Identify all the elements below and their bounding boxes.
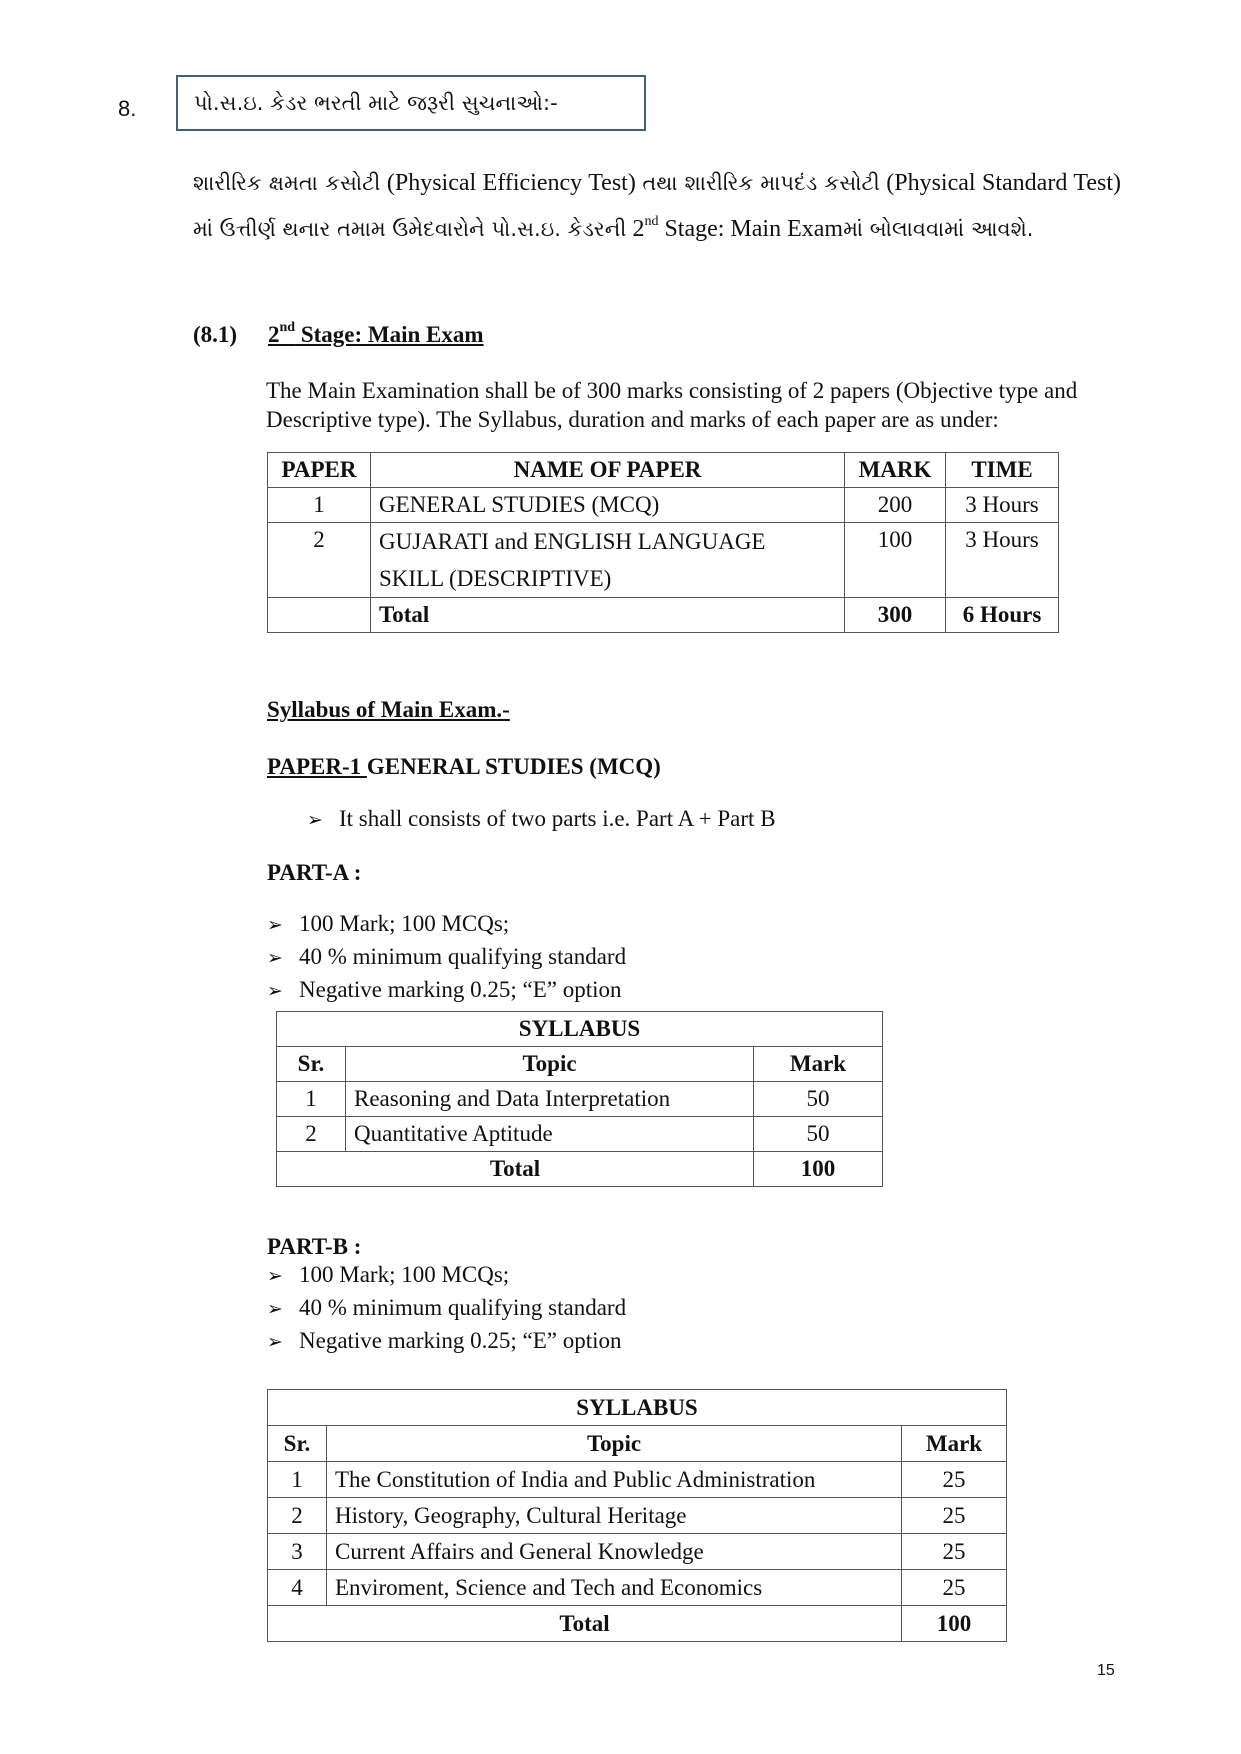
total-label: Total	[277, 1152, 754, 1187]
intro-gujarati-3: માં ઉત્તીર્ણ થનાર તમામ ઉમેદવારોને પો.સ.ઇ. કેડરની	[193, 217, 627, 241]
part-a-syllabus-table	[276, 1011, 883, 1187]
subsection-title	[268, 322, 484, 348]
intro-stage-number: 2	[626, 216, 645, 242]
arrow-bullet-icon: ➢	[307, 809, 323, 831]
bullet-text: Negative marking 0.25; “E” option	[299, 1328, 622, 1353]
subsection-title-pre: 2	[268, 322, 280, 347]
table-row	[268, 1462, 1007, 1498]
intro-gujarati-2: તથા શારીરિક માપદંડ કસોટી	[642, 171, 880, 195]
syllabus-title: SYLLABUS	[277, 1012, 883, 1047]
row-sr: 3	[268, 1534, 327, 1570]
main-exam-paragraph: The Main Examination shall be of 300 marks consisting of 2 papers (Objective type and Descriptive type). The Syllabus, duration and marks of each paper are as under:	[266, 378, 1078, 432]
table-row	[268, 488, 1059, 523]
table-row	[268, 1534, 1007, 1570]
row-sr: 2	[277, 1117, 346, 1152]
paper1-heading	[267, 754, 661, 780]
col-mark: Mark	[754, 1047, 883, 1082]
paper1-bullet	[307, 806, 776, 832]
table-row	[268, 1570, 1007, 1606]
row-topic: The Constitution of India and Public Administration	[327, 1462, 902, 1498]
table-title-row	[277, 1012, 883, 1047]
table-row	[277, 1117, 883, 1152]
part-a-bullet	[267, 944, 626, 970]
bullet-text: 100 Mark; 100 MCQs;	[299, 1262, 510, 1287]
total-label: Total	[268, 1606, 902, 1642]
bullet-text: It shall consists of two parts i.e. Part A + Part B	[339, 806, 776, 831]
part-b-bullet	[267, 1262, 509, 1288]
row-sr: 4	[268, 1570, 327, 1606]
table-total-row	[268, 1606, 1007, 1642]
subsection-title-sup: nd	[279, 320, 296, 336]
row-topic: Quantitative Aptitude	[346, 1117, 754, 1152]
intro-gujarati-1: શારીરિક ક્ષમતા કસોટી	[193, 171, 381, 195]
arrow-bullet-icon: ➢	[267, 914, 283, 936]
total-label: Total	[371, 598, 845, 633]
paper-name: GENERAL STUDIES (MCQ)	[371, 488, 845, 523]
bullet-text: 100 Mark; 100 MCQs;	[299, 911, 510, 936]
table-row	[268, 523, 1059, 598]
total-mark: 300	[845, 598, 946, 633]
subsection-heading	[193, 320, 484, 348]
col-topic: Topic	[346, 1047, 754, 1082]
row-mark: 25	[902, 1534, 1007, 1570]
table-header-row	[268, 453, 1059, 488]
row-topic: History, Geography, Cultural Heritage	[327, 1498, 902, 1534]
row-mark: 50	[754, 1082, 883, 1117]
table-title-row	[268, 1390, 1007, 1426]
intro-gujarati-4: માં બોલાવવામાં આવશે.	[843, 217, 1034, 241]
row-sr: 2	[268, 1498, 327, 1534]
total-mark: 100	[754, 1152, 883, 1187]
part-a-heading: PART-A :	[267, 860, 362, 885]
syllabus-heading: Syllabus of Main Exam.-	[267, 697, 510, 722]
papers-table	[267, 452, 1059, 633]
bullet-text: 40 % minimum qualifying standard	[299, 1295, 627, 1320]
paper1-title: GENERAL STUDIES (MCQ)	[366, 754, 661, 779]
row-mark: 50	[754, 1117, 883, 1152]
table-row	[268, 1498, 1007, 1534]
arrow-bullet-icon: ➢	[267, 980, 283, 1002]
paper-name: GUJARATI and ENGLISH LANGUAGE SKILL (DESCRIPTIVE)	[371, 523, 845, 598]
arrow-bullet-icon: ➢	[267, 1298, 283, 1320]
arrow-bullet-icon: ➢	[267, 1265, 283, 1287]
table-total-row	[277, 1152, 883, 1187]
paper-number: 1	[268, 488, 371, 523]
intro-paragraph	[193, 160, 1121, 252]
arrow-bullet-icon: ➢	[267, 947, 283, 969]
row-mark: 25	[902, 1570, 1007, 1606]
paper-mark: 100	[845, 523, 946, 598]
col-name: NAME OF PAPER	[371, 453, 845, 488]
col-time: TIME	[946, 453, 1059, 488]
table-row	[277, 1082, 883, 1117]
table-header-row	[277, 1047, 883, 1082]
intro-english-2: (Physical Standard Test)	[879, 170, 1122, 196]
total-mark: 100	[902, 1606, 1007, 1642]
intro-stage-sup: nd	[644, 214, 659, 229]
paper-number: 2	[268, 523, 371, 598]
page-number: 15	[1097, 1662, 1115, 1679]
table-total-row	[268, 598, 1059, 633]
part-b-heading: PART-B :	[267, 1234, 362, 1259]
bullet-text: 40 % minimum qualifying standard	[299, 944, 627, 969]
intro-english-1: (Physical Efficiency Test)	[380, 170, 643, 196]
paper-time: 3 Hours	[946, 488, 1059, 523]
row-sr: 1	[268, 1462, 327, 1498]
row-mark: 25	[902, 1498, 1007, 1534]
row-topic: Current Affairs and General Knowledge	[327, 1534, 902, 1570]
intro-stage-label: Stage: Main Exam	[658, 216, 844, 242]
part-a-bullet	[267, 911, 509, 937]
row-sr: 1	[277, 1082, 346, 1117]
paper-mark: 200	[845, 488, 946, 523]
empty-cell	[268, 598, 371, 633]
paper1-label: PAPER-1	[267, 754, 367, 779]
syllabus-title: SYLLABUS	[268, 1390, 1007, 1426]
row-mark: 25	[902, 1462, 1007, 1498]
arrow-bullet-icon: ➢	[267, 1331, 283, 1353]
table-header-row	[268, 1426, 1007, 1462]
bullet-text: Negative marking 0.25; “E” option	[299, 977, 622, 1002]
subsection-title-post: Stage: Main Exam	[295, 322, 484, 347]
row-topic: Reasoning and Data Interpretation	[346, 1082, 754, 1117]
row-topic: Enviroment, Science and Tech and Economics	[327, 1570, 902, 1606]
section-title-box: પો.સ.ઇ. કેડર ભરતી માટે જરૂરી સુચનાઓ:-	[176, 75, 646, 131]
col-mark: Mark	[902, 1426, 1007, 1462]
section-number: 8.	[118, 96, 137, 121]
col-sr: Sr.	[268, 1426, 327, 1462]
subsection-number: (8.1)	[193, 322, 238, 347]
col-topic: Topic	[327, 1426, 902, 1462]
part-b-bullet	[267, 1295, 626, 1321]
part-a-bullet	[267, 977, 622, 1003]
total-time: 6 Hours	[946, 598, 1059, 633]
paper-time: 3 Hours	[946, 523, 1059, 598]
col-mark: MARK	[845, 453, 946, 488]
col-sr: Sr.	[277, 1047, 346, 1082]
part-b-syllabus-table	[267, 1389, 1007, 1642]
col-paper: PAPER	[268, 453, 371, 488]
part-b-bullet	[267, 1328, 622, 1354]
